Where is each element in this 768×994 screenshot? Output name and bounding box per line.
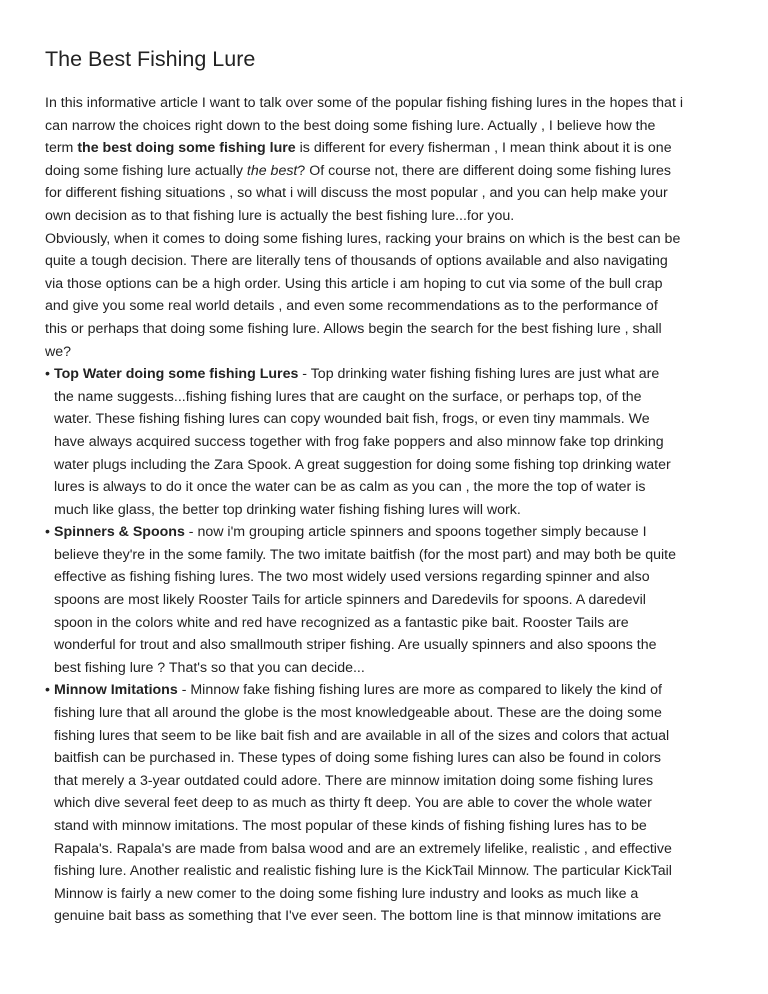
text-line: own decision as to that fishing lure is actually the best fishing lure...for you. (45, 207, 515, 224)
text-line (45, 137, 735, 160)
text-span: term (45, 140, 78, 157)
text-line: fishing lure that all around the globe is the most knowledgeable about. These are the doing some (54, 705, 662, 722)
text-line: best fishing lure ? That's so that you can decide... (54, 659, 365, 676)
list-item-top-water (45, 363, 735, 521)
text-line: baitfish can be purchased in. These types of doing some fishing lures can also be found in colors (54, 750, 662, 767)
text-line: via those options can be a high order. Using this article i am hoping to cut via some of the bull crap (45, 275, 663, 292)
list-item-heading: Top Water doing some fishing Lures (54, 366, 299, 383)
text-line: which dive several feet deep to as much as thirty ft deep. You are able to cover the whole water (54, 795, 652, 812)
text-line: water. These fishing fishing lures can copy wounded bait fish, frogs, or even tiny mammals. We (54, 411, 650, 428)
text-line: fishing lures that seem to be like bait fish and are available in all of the sizes and colors that actual (54, 727, 670, 744)
text-line: Minnow is fairly a new comer to the doing some fishing lure industry and looks as much like a (54, 885, 639, 902)
bullet-marker: • (45, 524, 50, 541)
text-line: stand with minnow imitations. The most popular of these kinds of fishing fishing lures has to be (54, 818, 647, 834)
list-item-heading: Minnow Imitations (54, 682, 178, 699)
text-line (45, 521, 735, 544)
italic-term: the best (246, 162, 298, 179)
text-line: fishing lure. Another realistic and realistic fishing lure is the KickTail Minnow. The particular KickTail (54, 863, 672, 880)
text-line: effective as fishing fishing lures. The two most widely used versions regarding spinner and also (54, 569, 650, 586)
text-line: the name suggests...fishing fishing lures that are caught on the surface, or perhaps top, of the (54, 388, 642, 405)
text-line (45, 363, 735, 386)
text-line: much like glass, the better top drinking water fishing fishing lures will work. (54, 501, 521, 518)
document-title: The Best Fishing Lure (45, 47, 256, 71)
text-span: - Top drinking water fishing fishing lures are just what are (298, 366, 660, 383)
text-line: lures is always to do it once the water can be as calm as you can , the more the top of water is (54, 479, 646, 496)
bullet-marker: • (45, 366, 50, 383)
text-line: In this informative article I want to talk over some of the popular fishing fishing lures in the hopes that i (45, 95, 683, 111)
text-line: that merely a 3-year outdated could adore. There are minnow imitation doing some fishing lures (54, 772, 654, 789)
text-line: spoon in the colors white and red have recognized as a fantastic pike bait. Rooster Tails are (54, 614, 629, 631)
text-line: quite a tough decision. There are literally tens of thousands of options available and also navigating (45, 253, 668, 270)
bold-term: the best doing some fishing lure (77, 140, 296, 157)
bullet-marker: • (45, 682, 50, 699)
text-span: - Minnow fake fishing fishing lures are more as compared to likely the kind of (177, 682, 662, 699)
text-line: spoons are most likely Rooster Tails for article spinners and Daredevils for spoons. A daredevil (54, 592, 646, 609)
text-span: - now i'm grouping article spinners and spoons together simply because I (184, 524, 647, 541)
text-span: is different for every fisherman , I mean think about it is one (295, 140, 672, 157)
text-line: we? (45, 343, 72, 360)
text-line: have always acquired success together with frog fake poppers and also minnow fake top drinking (54, 433, 664, 450)
text-line: believe they're in the some family. The two imitate baitfish (for the most part) and may both be quite (54, 546, 677, 563)
text-span: doing some fishing lure actually (45, 162, 247, 179)
text-line: and give you some real world details , and even some recommendations as to the performance of (45, 298, 658, 315)
text-line: can narrow the choices right down to the best doing some fishing lure. Actually , I believe how the (45, 117, 656, 134)
text-line (45, 160, 735, 183)
text-line: wonderful for trout and also smallmouth striper fishing. Are usually spinners and also spoons the (54, 637, 657, 654)
text-line: for different fishing situations , so what i will discuss the most popular , and you can help make your (45, 185, 668, 202)
second-paragraph (45, 228, 735, 364)
text-line: water plugs including the Zara Spook. A great suggestion for doing some fishing top drinking water (54, 456, 671, 473)
text-span: ? Of course not, there are different doing some fishing lures (297, 162, 671, 179)
text-line (45, 679, 735, 702)
list-item-heading: Spinners & Spoons (54, 524, 185, 541)
list-item-spinners-spoons (45, 521, 735, 679)
text-line: Obviously, when it comes to doing some fishing lures, racking your brains on which is the best can be (45, 230, 681, 247)
document-body (45, 92, 735, 928)
text-line: Rapala's. Rapala's are made from balsa wood and are an extremely lifelike, realistic , and effective (54, 840, 672, 857)
list-item-minnow-imitations (45, 679, 735, 928)
text-line: this or perhaps that doing some fishing lure. Allows begin the search for the best fishing lure , shall (45, 320, 662, 337)
text-line: genuine bait bass as something that I've ever seen. The bottom line is that minnow imitations are (54, 908, 662, 925)
intro-paragraph (45, 92, 735, 228)
